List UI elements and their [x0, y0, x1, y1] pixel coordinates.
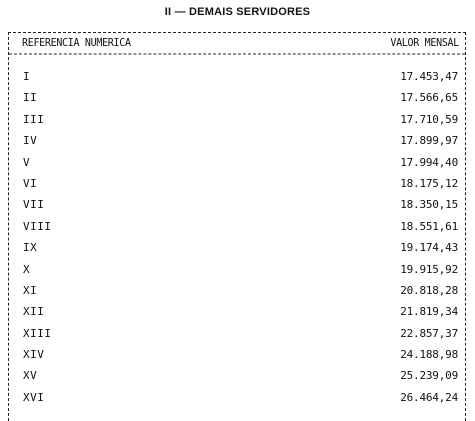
row-value: 17.453,47: [400, 70, 458, 83]
table-body: [9, 70, 465, 412]
table-row: [9, 91, 465, 112]
row-value: 17.710,59: [400, 112, 458, 126]
table-row: [9, 220, 465, 241]
row-reference: V: [23, 155, 31, 169]
row-value: 17.566,65: [400, 91, 458, 105]
row-reference: XIV: [23, 348, 45, 362]
row-reference: VI: [23, 176, 38, 190]
row-value: 24.188,98: [400, 348, 458, 362]
row-reference: X: [23, 262, 31, 276]
table-row: [9, 391, 465, 412]
row-value: 21.819,34: [400, 305, 458, 319]
table-row: [9, 156, 465, 177]
row-value: 19.174,43: [400, 241, 458, 255]
row-reference: XV: [23, 369, 38, 383]
row-value: 26.464,24: [400, 390, 458, 404]
row-value: 18.350,15: [400, 198, 458, 212]
row-value: 17.994,40: [400, 155, 458, 169]
row-reference: I: [23, 70, 31, 83]
table-header: [9, 32, 465, 54]
table-row: [9, 284, 465, 305]
row-value: 20.818,28: [400, 283, 458, 297]
table-row: [9, 263, 465, 284]
table-row: [9, 177, 465, 198]
row-reference: XVI: [23, 390, 45, 404]
row-reference: IV: [23, 134, 38, 148]
row-reference: XIII: [23, 326, 52, 340]
row-reference: XII: [23, 305, 45, 319]
row-reference: VII: [23, 198, 45, 212]
table-row: [9, 241, 465, 262]
table-row: [9, 305, 465, 326]
table-row: [9, 134, 465, 155]
table-row: [9, 113, 465, 134]
row-reference: XI: [23, 283, 38, 297]
row-value: 19.915,92: [400, 262, 458, 276]
row-value: 25.239,09: [400, 369, 458, 383]
row-value: 18.551,61: [400, 219, 458, 233]
table-row: [9, 327, 465, 348]
row-reference: III: [23, 112, 45, 126]
row-value: 18.175,12: [400, 176, 458, 190]
row-reference: VIII: [23, 219, 52, 233]
header-reference: REFERENCIA NUMERICA: [22, 37, 131, 50]
header-value: VALOR MENSAL: [390, 37, 459, 50]
table-row: [9, 198, 465, 219]
row-value: 17.899,97: [400, 134, 458, 148]
salary-table: [8, 32, 466, 421]
table-row: [9, 70, 465, 91]
row-value: 22.857,37: [400, 326, 458, 340]
row-reference: II: [23, 91, 38, 105]
document-title: II — DEMAIS SERVIDORES: [164, 6, 311, 18]
row-reference: IX: [23, 241, 38, 255]
table-row: [9, 369, 465, 390]
table-row: [9, 348, 465, 369]
